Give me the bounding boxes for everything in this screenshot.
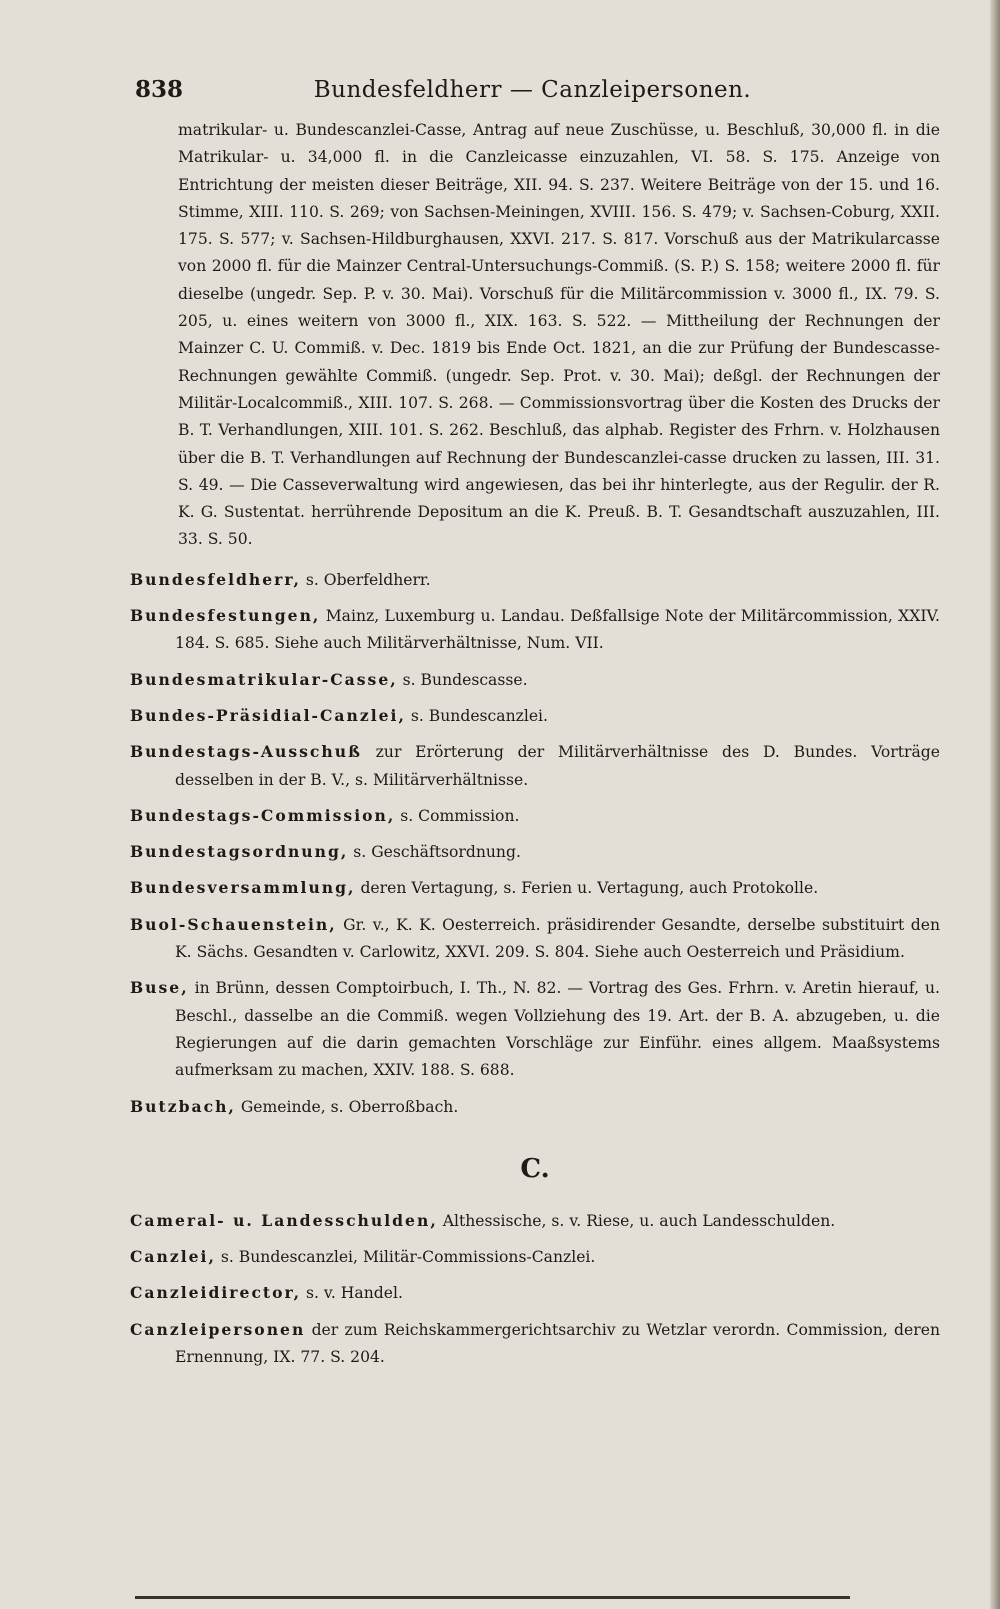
entry-text: s. Bundescanzlei, Militär-Commissions-Canzlei. xyxy=(215,1248,596,1267)
bottom-rule xyxy=(135,1596,850,1599)
index-entry xyxy=(130,911,940,967)
entry-text: s. Oberfeldherr. xyxy=(300,570,431,589)
entry-headword: Cameral- u. Landesschulden, xyxy=(130,1210,438,1230)
entry-headword: Bundestags-Ausschuß xyxy=(130,742,362,762)
index-entry xyxy=(130,702,940,730)
index-entry xyxy=(130,1207,940,1235)
page-number: 838 xyxy=(135,76,184,103)
entry-text: Gemeinde, s. Oberroßbach. xyxy=(235,1097,459,1116)
index-entry xyxy=(130,974,940,1084)
entry-headword: Bundesversammlung, xyxy=(130,878,356,898)
index-body xyxy=(130,117,940,1379)
section-letter: C. xyxy=(520,1153,550,1184)
index-entry xyxy=(130,666,940,694)
entry-text: Althessische, s. v. Riese, u. auch Landesschulden. xyxy=(437,1211,836,1230)
entry-headword: Bundesfestungen, xyxy=(130,606,321,626)
index-entry xyxy=(130,838,940,866)
header-title: Bundesfeldherr — Canzleipersonen. xyxy=(313,77,752,103)
index-entry xyxy=(130,802,940,830)
entry-text: der zum Reichskammergerichtsarchiv zu Wetzlar verordn. Commission, deren Ernennung, IX. 77. S. 204. xyxy=(175,1320,940,1366)
entry-text: zur Erörterung der Militärverhältnisse des D. Bundes. Vorträge desselben in der B. V., s. Militärverhältnisse. xyxy=(175,743,940,789)
index-entry xyxy=(130,566,940,594)
entry-headword: Bundestagsordnung, xyxy=(130,842,349,862)
entry-headword: Canzlei, xyxy=(130,1247,216,1267)
entry-headword: Canzleipersonen xyxy=(130,1319,306,1339)
entry-text: s. Geschäftsordnung. xyxy=(348,843,521,862)
entry-text: Gr. v., K. K. Oesterreich. präsidirender Gesandte, derselbe substituirt den K. Sächs. Gesandten v. Carlowitz, XXVI. 209. S. 804. Siehe auch Oesterreich und Präsidium. xyxy=(175,915,940,962)
index-entry xyxy=(130,874,940,902)
entry-text: s. Bundescanzlei. xyxy=(405,706,549,725)
entry-text: s. Bundescasse. xyxy=(397,670,528,689)
running-head xyxy=(135,72,930,108)
index-entry xyxy=(130,738,940,794)
entry-text: s. v. Handel. xyxy=(301,1284,403,1303)
entry-text: s. Commission. xyxy=(395,806,520,825)
index-entry xyxy=(130,602,940,658)
entry-text: deren Vertagung, s. Ferien u. Vertagung, auch Protokolle. xyxy=(355,879,819,898)
entry-headword: Bundesmatrikular-Casse, xyxy=(130,669,398,689)
continued-entry-text: matrikular- u. Bundescanzlei-Casse, Antrag auf neue Zuschüsse, u. Beschluß, 30,000 fl. in die Matrikular- u. 34,000 fl. in die Canzleicasse einzuzahlen, VI. 58. S. 175. Anzeige von Entrichtung der meisten dieser Beiträge, XII. 94. S. 237. Weitere Beiträge von der 15. und 16. Stimme, XIII. 110. S. 269; von Sachsen-Meiningen, XVIII. 156. S. 479; v. Sachsen-Coburg, XXII. 175. S. 577; v. Sachsen-Hildburghausen, XXVI. 217. S. 817. Vorschuß aus der Matrikularcasse von 2000 fl. für die Mainzer Central-Untersuchungs-Commiß. (S. P.) S. 158; weitere 2000 fl. für dieselbe (ungedr. Sep. P. v. 30. Mai). Vorschuß für die Militärcommission v. 3000 fl., IX. 79. S. 205, u. eines weitern von 3000 fl., XIX. 163. S. 522. — Mittheilung der Rechnungen der Mainzer C. U. Commiß. v. Dec. 1819 bis Ende Oct. 1821, an die zur Prüfung der Bundescasse-Rechnungen gewählte Commiß. (ungedr. Sep. Prot. v. 30. Mai); deßgl. der Rechnungen der Militär-Localcommiß., XIII. 107. S. 268. — Commissionsvortrag über die Kosten des Drucks der B. T. Verhandlungen, XIII. 101. S. 262. Beschluß, das alphab. Register des Frhrn. v. Holzhausen über die B. T. Verhandlungen auf Rechnung der Bundescanzlei-casse drucken zu lassen, III. 31. S. 49. — Die Casseverwaltung wird angewiesen, das bei ihr hinterlegte, aus der Regulir. der R. K. G. Sustentat. herrührende Depositum an die K. Preuß. B. T. Gesandtschaft auszuzahlen, III. 33. S. 50. xyxy=(178,121,940,549)
index-entry xyxy=(130,1316,940,1372)
entry-headword: Canzleidirector, xyxy=(130,1283,302,1303)
entry-text: in Brünn, dessen Comptoirbuch, I. Th., N. 82. — Vortrag des Ges. Frhrn. v. Aretin hierauf, u. Beschl., dasselbe an die Commiß. wegen Vollziehung des 19. Art. der B. A. abzugeben, u. die Regierungen auf die darin gemachten Vorschläge zur Einführ. eines allgem. Maaßsystems aufmerksam zu machen, XXIV. 188. S. 688. xyxy=(175,979,940,1080)
entry-headword: Butzbach, xyxy=(130,1096,236,1116)
entry-headword: Bundestags-Commission, xyxy=(130,805,396,825)
entry-headword: Bundes-Präsidial-Canzlei, xyxy=(130,705,406,725)
entry-text: Mainz, Luxemburg u. Landau. Deßfallsige Note der Militärcommission, XXIV. 184. S. 685. Siehe auch Militärverhältnisse, Num. VII. xyxy=(175,607,940,653)
entry-headword: Buol-Schauenstein, xyxy=(130,914,337,934)
index-entry xyxy=(130,1279,940,1307)
index-entry xyxy=(130,1093,940,1121)
entry-headword: Buse, xyxy=(130,978,189,998)
entry-headword: Bundesfeldherr, xyxy=(130,569,301,589)
index-entry xyxy=(130,1243,940,1271)
